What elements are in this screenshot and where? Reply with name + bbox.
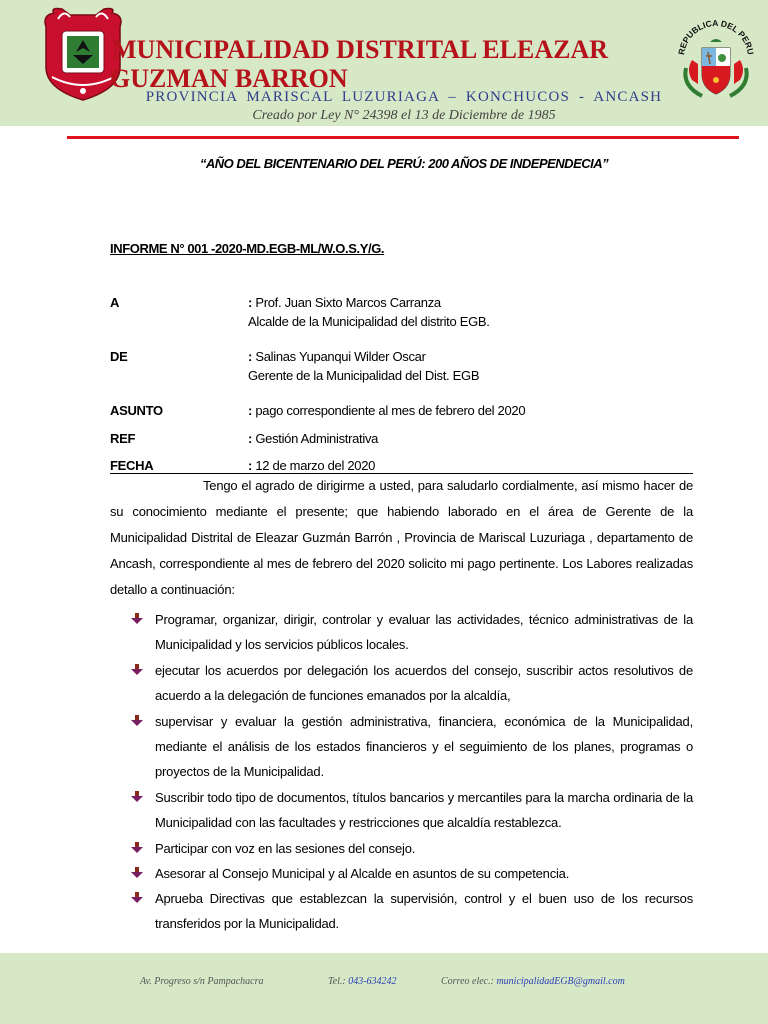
list-item bbox=[130, 658, 693, 708]
year-motto: “AÑO DEL BICENTENARIO DEL PERÚ: 200 AÑOS DE INDEPENDECIA” bbox=[199, 156, 609, 171]
duty-text: Asesorar al Consejo Municipal y al Alcalde en asuntos de su competencia. bbox=[155, 866, 570, 881]
duty-text: supervisar y evaluar la gestión administrativa, financiera, económica de la Municipalidad, mediante el análisis de los estados financieros y el seguimiento de los planes, programas o proyectos de la Municipalidad. bbox=[155, 714, 693, 779]
bullet-arrow-icon bbox=[130, 715, 144, 727]
to-label: A bbox=[110, 295, 120, 310]
to-name: Prof. Juan Sixto Marcos Carranza bbox=[252, 295, 441, 310]
ref-value bbox=[248, 429, 378, 448]
title-line-1: MUNICIPALIDAD DISTRITAL ELEAZAR bbox=[112, 35, 609, 64]
duty-text: Suscribir todo tipo de documentos, títulos bancarios y mercantiles para la marcha ordinaria de la Municipalidad con las facultades y restricciones que alcaldía restablezca. bbox=[155, 790, 693, 830]
email-link[interactable]: municipalidadEGB@gmail.com bbox=[496, 976, 625, 987]
bullet-arrow-icon bbox=[130, 842, 144, 854]
duty-text: Participar con voz en las sesiones del consejo. bbox=[155, 841, 416, 856]
report-number: INFORME N° 001 -2020-MD.EGB-ML/W.O.S.Y/G. bbox=[110, 241, 385, 256]
date-label: FECHA bbox=[110, 458, 154, 473]
creation-law-line: Creado por Ley N° 24398 el 13 de Diciembre de 1985 bbox=[252, 108, 556, 123]
subject-separator: : bbox=[248, 403, 253, 418]
duties-list bbox=[130, 607, 693, 936]
header-divider bbox=[67, 136, 739, 139]
from-position: Gerente de la Municipalidad del Dist. EGB bbox=[248, 368, 480, 383]
from-separator: : bbox=[248, 349, 253, 364]
ref-label: REF bbox=[110, 431, 136, 446]
bullet-arrow-icon bbox=[130, 791, 144, 803]
list-item bbox=[130, 861, 693, 886]
bullet-arrow-icon bbox=[130, 664, 144, 676]
body-paragraph bbox=[110, 473, 693, 603]
body-paragraph-text: Tengo el agrado de dirigirme a usted, para saludarlo cordialmente, así mismo hacer de su conocimiento mediante el presente; que habiendo laborado en el área de Gerente de la Municipalidad Distrital de Eleazar Guzmán Barrón , Provincia de Mariscal Luzuriaga , departamento de Ancash, correspondiente al mes de febrero del 2020 solicito mi pago pertinente. Los Labores realizadas detallo a continuación: bbox=[110, 478, 693, 597]
list-item bbox=[130, 836, 693, 861]
footer-email bbox=[441, 976, 625, 987]
list-item bbox=[130, 886, 693, 936]
ref-separator: : bbox=[248, 431, 253, 446]
municipality-title bbox=[112, 35, 608, 93]
from-value bbox=[248, 347, 479, 385]
date-text: 12 de marzo del 2020 bbox=[252, 458, 376, 473]
to-separator: : bbox=[248, 295, 253, 310]
from-label: DE bbox=[110, 349, 128, 364]
to-position: Alcalde de la Municipalidad del distrito EGB. bbox=[248, 314, 490, 329]
subject-text: pago correspondiente al mes de febrero del 2020 bbox=[252, 403, 526, 418]
list-item bbox=[130, 785, 693, 835]
province-line: PROVINCIA MARISCAL LUZURIAGA – KONCHUCOS - ANCASH bbox=[145, 89, 663, 105]
phone-number: 043-634242 bbox=[348, 976, 397, 987]
subject-value bbox=[248, 401, 525, 420]
list-item bbox=[130, 709, 693, 784]
footer-band bbox=[0, 953, 768, 1024]
ref-text: Gestión Administrativa bbox=[252, 431, 379, 446]
phone-label: Tel.: bbox=[328, 976, 346, 987]
list-item bbox=[130, 607, 693, 657]
bullet-arrow-icon bbox=[130, 613, 144, 625]
bullet-arrow-icon bbox=[130, 867, 144, 879]
to-value bbox=[248, 293, 490, 331]
from-name: Salinas Yupanqui Wilder Oscar bbox=[252, 349, 426, 364]
email-label: Correo elec.: bbox=[441, 976, 494, 987]
footer-phone bbox=[328, 976, 397, 987]
footer-address: Av. Progreso s/n Pampachacra bbox=[140, 976, 264, 987]
duty-text: Programar, organizar, dirigir, controlar y evaluar las actividades, técnico administrativas de la Municipalidad y los servicios públicos locales. bbox=[155, 612, 693, 652]
subject-label: ASUNTO bbox=[110, 403, 163, 418]
date-separator: : bbox=[248, 458, 253, 473]
duty-text: ejecutar los acuerdos por delegación los acuerdos del consejo, suscribir actos resolutivos de acuerdo a la delegación de funciones emanados por la alcaldía, bbox=[155, 663, 693, 703]
title-line-2: GUZMAN BARRON bbox=[110, 64, 348, 93]
bullet-arrow-icon bbox=[130, 892, 144, 904]
seal-text: REPUBLICA DEL PERU bbox=[676, 17, 756, 56]
duty-text: Aprueba Directivas que establezcan la supervisión, control y el buen uso de los recursos transferidos por la Municipalidad. bbox=[155, 891, 693, 931]
